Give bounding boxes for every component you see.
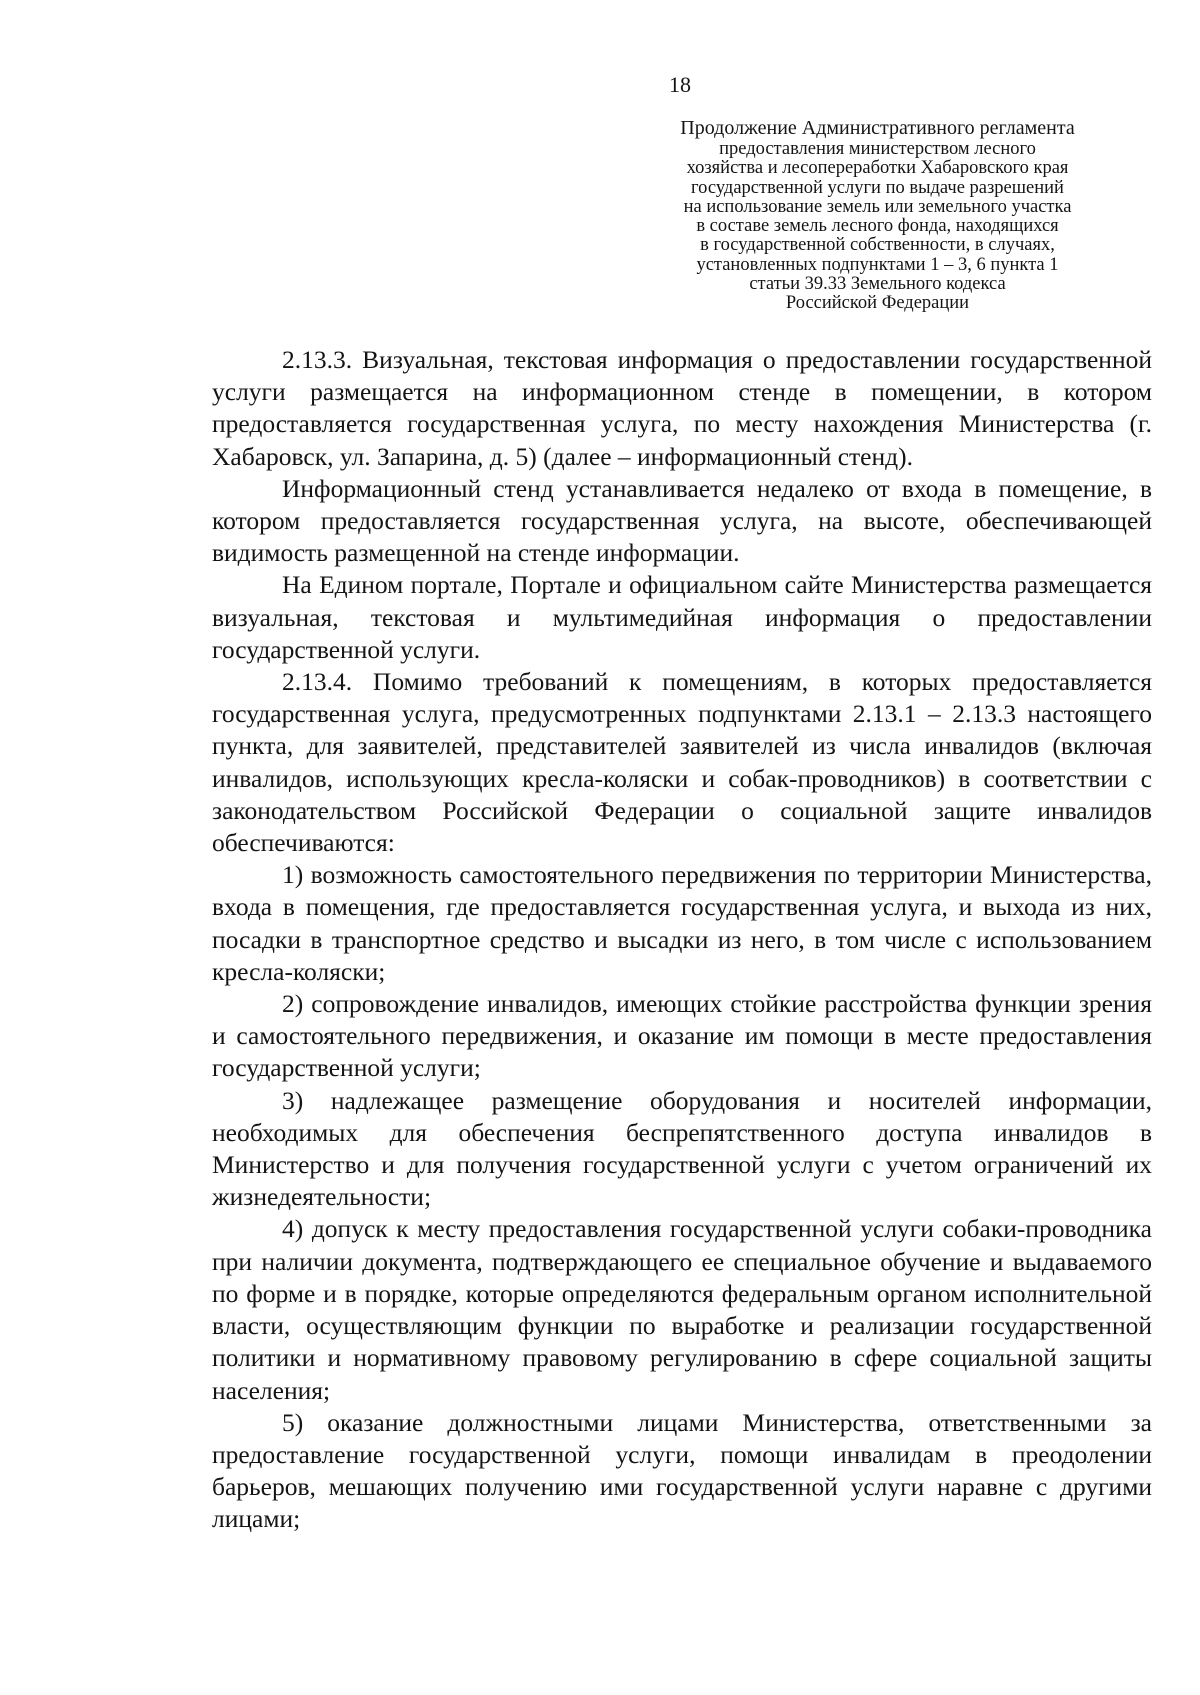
header-line: в государственной собственности, в случаях, — [700, 235, 1055, 256]
body-list-item: 1) возможность самостоятельного передвижения по территории Министерства, входа в помещения, где предоставляется государственная услуга, и выхода из них, посадки в транспортное средство и высадки из него, в том числе с использованием кресла-коляски; — [212, 860, 1152, 986]
header-title: Продолжение Административного регламента — [680, 117, 1075, 139]
header-line: хозяйства и лесопереработки Хабаровского края — [686, 158, 1069, 179]
document-body — [212, 344, 1152, 1536]
header-line: установленных подпунктами 1 – 3, 6 пункта 1 — [696, 254, 1059, 275]
header-line: предоставления министерством лесного — [719, 139, 1036, 159]
page-number: 18 — [669, 72, 691, 97]
body-paragraph: 2.13.4. Помимо требований к помещениям, в которых предоставляется государственная услуга, предусмотренных подпунктами 2.13.1 – 2.13.3 настоящего пункта, для заявителей, представителей заявителей из числа инвалидов (включая инвалидов, использующих кресла-коляски и собак-проводников) в соответствии с законодательством Российской Федерации о социальной защите инвалидов обеспечиваются: — [212, 667, 1152, 858]
document-header — [620, 116, 1135, 314]
body-list-item: 3) надлежащее размещение оборудования и носителей информации, необходимых для обеспечения беспрепятственного доступа инвалидов в Министерство и для получения государственной услуги с учетом ограничений их жизнедеятельности; — [212, 1085, 1152, 1212]
body-paragraph: На Едином портале, Портале и официальном сайте Министерства размещается визуальная, текстовая и мультимедийная информация о предоставлении государственной услуги. — [212, 570, 1152, 664]
body-list-item: 2) сопровождение инвалидов, имеющих стойкие расстройства функции зрения и самостоятельного передвижения, и оказание им помощи в месте предоставления государственной услуги; — [212, 989, 1152, 1083]
header-line: на использование земель или земельного участка — [683, 196, 1072, 217]
body-list-item: 4) допуск к месту предоставления государственной услуги собаки-проводника при наличии документа, подтверждающего ее специальное обучение и выдаваемого по форме и в порядке, которые определяются федеральным органом исполнительной власти, осуществляющим функции по выработке и реализации государственной политики и нормативному правовому регулированию в сфере социальной защиты населения; — [212, 1214, 1152, 1405]
body-paragraph: 2.13.3. Визуальная, текстовая информация о предоставлении государственной услуги размещается на информационном стенде в помещении, в котором предоставляется государственная услуга, по месту нахождения Министерства (г. Хабаровск, ул. Запарина, д. 5) (далее – информационный стенд). — [212, 345, 1152, 471]
header-line: в составе земель лесного фонда, находящихся — [696, 216, 1059, 237]
body-paragraph: Информационный стенд устанавливается недалеко от входа в помещение, в котором предоставляется государственная услуга, на высоте, обеспечивающей видимость размещенной на стенде информации. — [212, 473, 1152, 568]
body-list-item: 5) оказание должностными лицами Министерства, ответственными за предоставление государственной услуги, помощи инвалидам в преодолении барьеров, мешающих получению ими государственной услуги наравне с другими лицами; — [212, 1407, 1152, 1534]
header-line: государственной услуги по выдаче разрешений — [691, 177, 1064, 198]
header-line: Российской Федерации — [785, 293, 970, 314]
header-line: статьи 39.33 Земельного кодекса — [749, 274, 1006, 295]
